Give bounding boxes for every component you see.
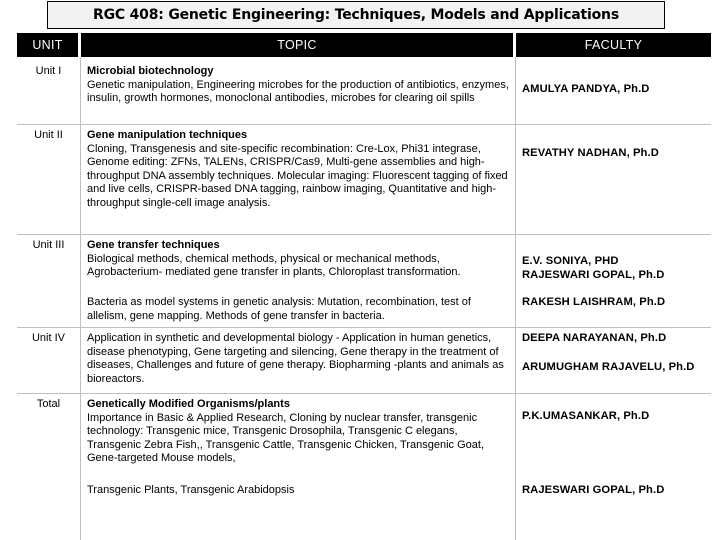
topic-title: Genetically Modified Organisms/plants xyxy=(87,398,290,410)
topic-cell xyxy=(81,394,515,468)
topic-title: Microbial biotechnology xyxy=(87,65,214,77)
page-title: RGC 408: Genetic Engineering: Techniques, Models and Applications xyxy=(93,7,619,23)
topic-text: Cloning, Transgenesis and site-specific recombination: Cre-Lox, Phi31 integrase, Genome editing: ZFNs, TALENs, CRISPR/Cas9, Multi-gene assemblies and high-throughput DNA assembly techniques. Molecular imaging: Fluorescent tagging of fixed and live cells, CRISPR-based DNA tagging, rainbow imaging, Quantitative and high-throughput single-cell image analysis. xyxy=(87,142,508,209)
topic-cell xyxy=(81,125,515,213)
topic-cell xyxy=(81,235,515,282)
faculty-name xyxy=(516,251,711,284)
unit-label: Unit I xyxy=(35,65,62,77)
unit-label: Unit IV xyxy=(31,332,65,344)
header-unit: UNIT xyxy=(17,33,78,57)
faculty-name: RAJESWARI GOPAL, Ph.D xyxy=(522,484,665,496)
topic-cell: Application in synthetic and developmental biology - Application in human genetics, disease phenotyping, Gene targeting and silencing, Gene therapy in the treatment of diseases, Challenges and future of gene therapy. Biopharming -plants and animals as bioreactors. xyxy=(87,332,504,385)
topic-title: Gene transfer techniques xyxy=(87,239,220,251)
topic-subcell: Transgenic Plants, Transgenic Arabidopsis xyxy=(87,484,295,496)
faculty-name-1: E.V. SONIYA, PHD xyxy=(522,255,619,267)
faculty-name: ARUMUGHAM RAJAVELU, Ph.D xyxy=(522,361,695,373)
topic-subcell: Bacteria as model systems in genetic analysis: Mutation, recombination, test of allelism, gene mapping. Methods of gene transfer in bacteria. xyxy=(87,296,471,322)
unit-label: Unit II xyxy=(34,129,63,141)
faculty-name: RAKESH LAISHRAM, Ph.D xyxy=(522,296,666,308)
page-title-box xyxy=(47,1,665,29)
unit-label: Unit III xyxy=(32,239,65,251)
faculty-name: AMULYA PANDYA, Ph.D xyxy=(522,83,650,95)
header-faculty: FACULTY xyxy=(516,33,711,57)
topic-text: Genetic manipulation, Engineering microbes for the production of antibiotics, enzymes, insulin, growth hormones, monoclonal antibodies, microbes for clearing oil spills xyxy=(87,78,509,105)
topic-text: Biological methods, chemical methods, physical or mechanical methods, Agrobacterium- mediated gene transfer in plants, Chloroplast transformation. xyxy=(87,252,461,279)
faculty-name-2: RAJESWARI GOPAL, Ph.D xyxy=(522,268,665,281)
faculty-name: REVATHY NADHAN, Ph.D xyxy=(522,147,659,159)
faculty-name: P.K.UMASANKAR, Ph.D xyxy=(522,410,650,422)
unit-label: Total xyxy=(36,398,61,410)
faculty-name: DEEPA NARAYANAN, Ph.D xyxy=(522,332,667,344)
header-topic: TOPIC xyxy=(81,33,513,57)
topic-title: Gene manipulation techniques xyxy=(87,129,248,141)
topic-text: Importance in Basic & Applied Research, Cloning by nuclear transfer, transgenic technology: Transgenic mice, Transgenic Drosophila, Transgenic C elegans, Transgenic Zebra Fish,, Transgenic Cattle, Transgenic Chicken, Transgenic Goat, Gene-targeted Mouse models, xyxy=(87,411,484,465)
topic-cell xyxy=(81,61,515,108)
